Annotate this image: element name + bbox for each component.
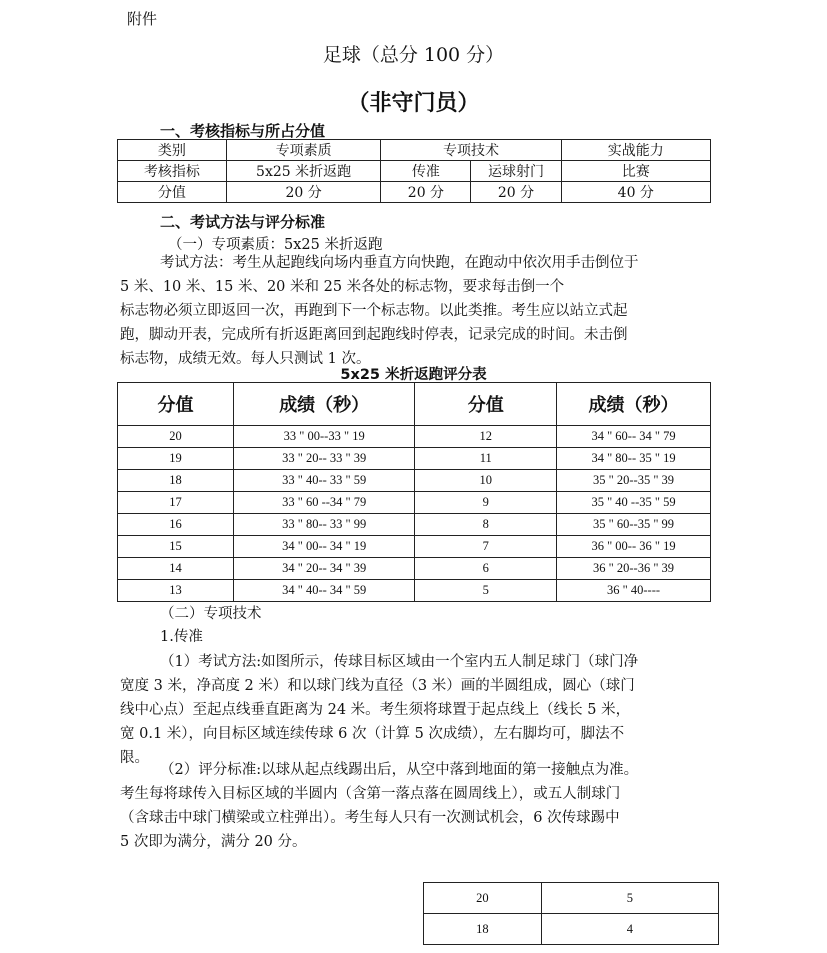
table-cell: 17 [118,492,234,514]
text-line: 标志物必须立即返回一次，再跑到下一个标志物。以此类推。考生应以站立式起 [120,303,628,319]
table-cell: 40 分 [561,182,710,203]
table-cell: 34 " 40-- 34 " 59 [233,580,415,602]
section1-heading: 一、考核指标与所占分值 [160,122,326,140]
table-cell: 运球射门 [471,161,561,182]
table-cell: 34 " 20-- 34 " 39 [233,558,415,580]
text-line: 5 米、10 米、15 米、20 米和 25 米各处的标志物，要求每击倒一个 [120,279,565,295]
table-cell: 35 " 60--35 " 99 [557,514,711,536]
sub2-heading: （二）专项技术 [160,606,262,622]
table-cell: 8 [415,514,557,536]
table-cell: 35 " 40 --35 " 59 [557,492,711,514]
column-header: 分值 [118,383,234,426]
text-line: 考生每将球传入目标区域的半圆内（含第一落点落在圆周线上），或五人制球门 [120,786,621,802]
method-paragraph [120,251,720,371]
table-cell: 专项技术 [381,140,561,161]
table-row [118,514,711,536]
table-cell: 20 分 [471,182,561,203]
table-cell: 20 [424,883,542,914]
table-cell: 9 [415,492,557,514]
passing-score-table [423,882,719,945]
table-cell: 33 " 20-- 33 " 39 [233,448,415,470]
table-cell: 12 [415,426,557,448]
table-cell: 35 " 20--35 " 39 [557,470,711,492]
table-cell: 11 [415,448,557,470]
table-row [118,140,711,161]
passing-method-paragraph [120,650,720,770]
table-cell: 33 " 40-- 33 " 59 [233,470,415,492]
table-row [424,883,719,914]
table-cell: 16 [118,514,234,536]
table-row [424,914,719,945]
table-row [118,558,711,580]
table-cell: 14 [118,558,234,580]
table-cell: 20 分 [226,182,381,203]
page-subtitle: （非守门员） [347,91,480,116]
score-table-caption: 5x25 米折返跑评分表 [340,367,487,383]
table-row [118,182,711,203]
table-cell: 7 [415,536,557,558]
table-cell: 19 [118,448,234,470]
sub1-heading: （一）专项素质：5x25 米折返跑 [168,237,383,253]
table-cell: 10 [415,470,557,492]
table-cell: 5 [541,883,718,914]
table-row [118,492,711,514]
text-line: 标志物，成绩无效。每人只测试 1 次。 [120,351,371,367]
table-cell: 13 [118,580,234,602]
text-line: 考试方法：考生从起跑线向场内垂直方向快跑，在跑动中依次用手击倒位于 [160,255,639,271]
section2-heading: 二、考试方法与评分标准 [160,213,326,231]
indicator-table [117,139,711,203]
column-header: 分值 [415,383,557,426]
table-cell: 实战能力 [561,140,710,161]
item1-heading: 1.传准 [160,629,203,645]
text-line: 宽 0.1 米），向目标区域连续传球 6 次（计算 5 次成绩），左右脚均可，脚法不 [120,726,625,742]
table-cell: 33 " 80-- 33 " 99 [233,514,415,536]
attachment-label: 附件 [127,10,158,28]
score-table [117,382,711,602]
table-cell: 分值 [118,182,227,203]
text-line: 5 次即为满分，满分 20 分。 [120,834,307,850]
table-cell: 4 [541,914,718,945]
column-header: 成绩（秒） [557,383,711,426]
table-cell: 36 " 00-- 36 " 19 [557,536,711,558]
table-cell: 专项素质 [226,140,381,161]
table-cell: 20 分 [381,182,471,203]
table-cell: 5 [415,580,557,602]
table-cell: 34 " 60-- 34 " 79 [557,426,711,448]
table-cell: 33 " 00--33 " 19 [233,426,415,448]
table-cell: 33 " 60 --34 " 79 [233,492,415,514]
table-cell: 15 [118,536,234,558]
table-cell: 18 [424,914,542,945]
table-row [118,536,711,558]
text-line: （2）评分标准:以球从起点线踢出后，从空中落到地面的第一接触点为准。 [160,762,639,778]
text-line: （1）考试方法:如图所示，传球目标区域由一个室内五人制足球门（球门净 [160,654,639,670]
page-title: 足球（总分 100 分） [322,44,505,66]
table-cell: 传准 [381,161,471,182]
table-row [118,426,711,448]
table-cell: 18 [118,470,234,492]
table-cell: 34 " 00-- 34 " 19 [233,536,415,558]
text-line: 跑，脚动开表，完成所有折返距离回到起跑线时停表，记录完成的时间。未击倒 [120,327,628,343]
table-row [118,161,711,182]
table-cell: 36 " 40---- [557,580,711,602]
table-cell: 考核指标 [118,161,227,182]
text-line: （含球击中球门横梁或立柱弹出）。考生每人只有一次测试机会，6 次传球踢中 [120,810,620,826]
table-cell: 20 [118,426,234,448]
table-row [118,448,711,470]
table-cell: 34 " 80-- 35 " 19 [557,448,711,470]
table-row [118,470,711,492]
table-cell: 比赛 [561,161,710,182]
passing-scoring-paragraph [120,758,720,854]
table-cell: 类别 [118,140,227,161]
table-cell: 5x25 米折返跑 [226,161,381,182]
text-line: 限。 [120,750,149,766]
table-row [118,580,711,602]
text-line: 线中心点）至起点线垂直距离为 24 米。考生须将球置于起点线上（线长 5 米， [120,702,631,718]
table-cell: 36 " 20--36 " 39 [557,558,711,580]
table-header-row [118,383,711,426]
table-cell: 6 [415,558,557,580]
text-line: 宽度 3 米，净高度 2 米）和以球门线为直径（3 米）画的半圆组成，圆心（球门 [120,678,635,694]
column-header: 成绩（秒） [233,383,415,426]
